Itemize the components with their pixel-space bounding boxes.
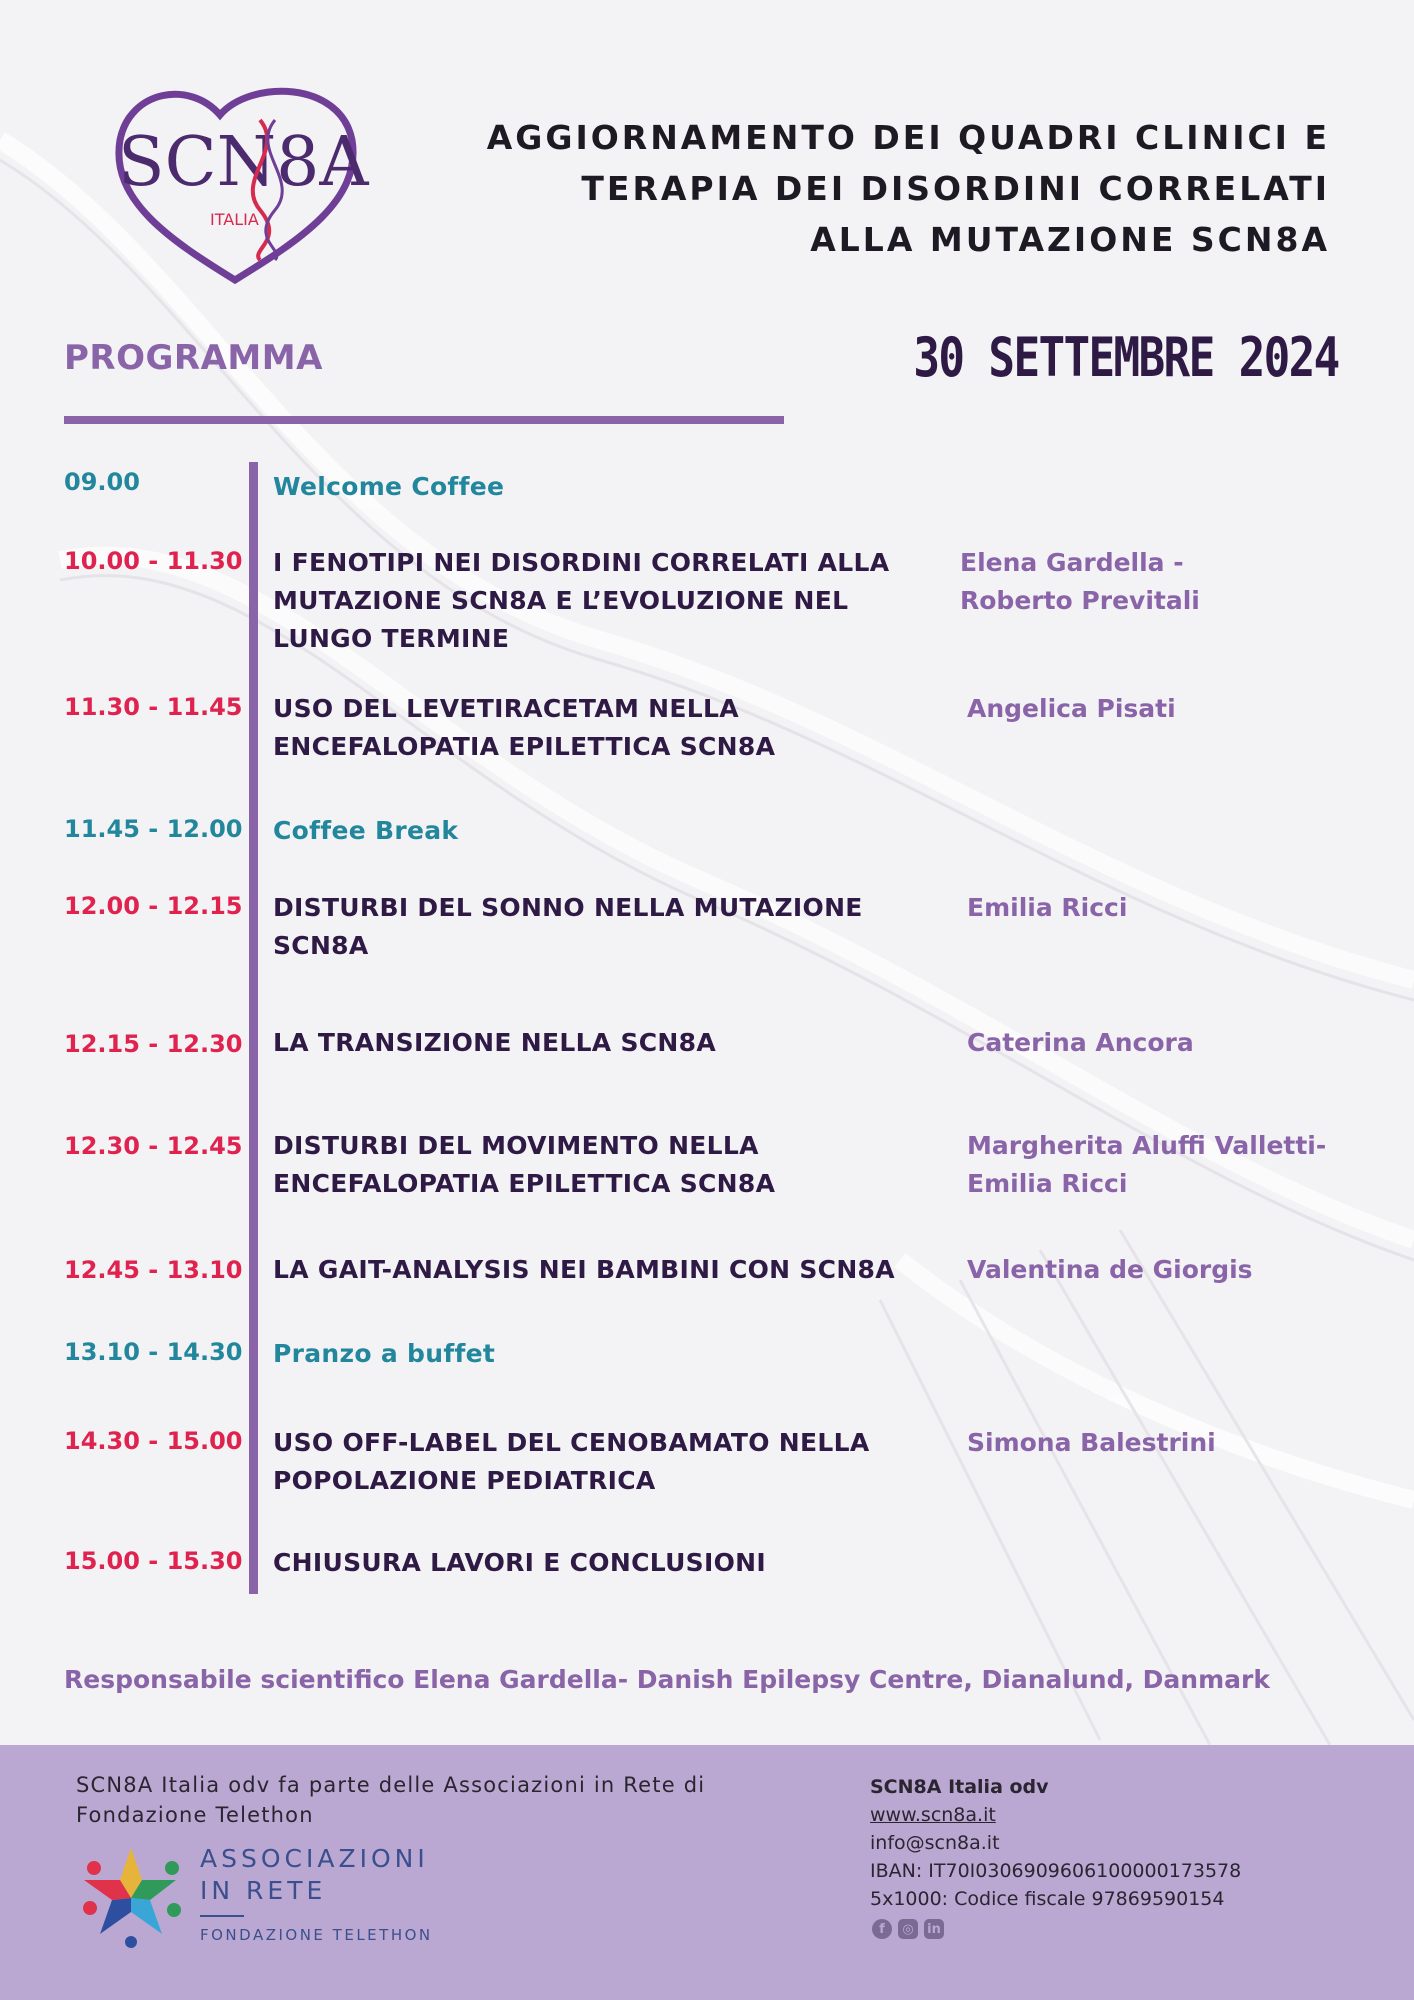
- schedule-speaker: Simona Balestrini: [967, 1428, 1216, 1457]
- facebook-icon[interactable]: f: [872, 1919, 892, 1939]
- schedule-speaker: Emilia Ricci: [967, 893, 1128, 922]
- schedule-time: 11.30 - 11.45: [64, 693, 243, 721]
- contact-block: [870, 1773, 1241, 1913]
- svg-text:SCN8A: SCN8A: [118, 123, 369, 202]
- schedule-time: 12.15 - 12.30: [64, 1030, 243, 1058]
- schedule-speaker: Valentina de Giorgis: [967, 1255, 1253, 1284]
- schedule-speaker: Angelica Pisati: [967, 694, 1176, 723]
- air-line-2: IN RETE: [200, 1876, 327, 1905]
- schedule-talk: DISTURBI DEL SONNO NELLA MUTAZIONE SCN8A: [273, 893, 863, 960]
- email-link[interactable]: info@scn8a.it: [870, 1832, 1000, 1854]
- event-date: 30 SETTEMBRE 2024: [913, 326, 1339, 389]
- website-link[interactable]: www.scn8a.it: [870, 1804, 996, 1826]
- schedule-speaker: Caterina Ancora: [967, 1028, 1194, 1057]
- air-line-1: ASSOCIAZIONI: [200, 1844, 429, 1873]
- schedule-time: 13.10 - 14.30: [64, 1338, 243, 1366]
- contact-org-name: SCN8A Italia odv: [870, 1776, 1049, 1798]
- event-title: [440, 112, 1330, 265]
- schedule-talk: USO DEL LEVETIRACETAM NELLA ENCEFALOPATIA EPILETTICA SCN8A: [273, 694, 776, 761]
- schedule-talk: CHIUSURA LAVORI E CONCLUSIONI: [273, 1548, 766, 1577]
- title-line-3: ALLA MUTAZIONE SCN8A: [810, 220, 1330, 259]
- instagram-icon[interactable]: ◎: [898, 1919, 918, 1939]
- schedule-talk: LA GAIT-ANALYSIS NEI BAMBINI CON SCN8A: [273, 1255, 895, 1284]
- scientific-lead: Responsabile scientifico Elena Gardella- Danish Epilepsy Centre, Dianalund, Danmark: [64, 1665, 1270, 1694]
- schedule-speaker: Margherita Aluffi Valletti- Emilia Ricci: [967, 1131, 1327, 1198]
- air-divider: [200, 1915, 244, 1917]
- schedule-time: 11.45 - 12.00: [64, 815, 243, 843]
- associazioni-in-rete-wordmark: [200, 1843, 429, 1907]
- schedule-time: 12.45 - 13.10: [64, 1256, 243, 1284]
- schedule-time: 09.00: [64, 468, 140, 496]
- schedule-talk: LA TRANSIZIONE NELLA SCN8A: [273, 1028, 716, 1057]
- air-subtitle: FONDAZIONE TELETHON: [200, 1926, 433, 1944]
- timeline-bar: [249, 462, 258, 1594]
- schedule-speaker: Elena Gardella - Roberto Previtali: [960, 548, 1200, 615]
- schedule-time: 10.00 - 11.30: [64, 547, 243, 575]
- social-icons: [872, 1919, 944, 1939]
- linkedin-icon[interactable]: in: [924, 1919, 944, 1939]
- schedule-talk: Welcome Coffee: [273, 472, 505, 501]
- schedule-talk: Pranzo a buffet: [273, 1339, 496, 1368]
- title-line-2: TERAPIA DEI DISORDINI CORRELATI: [581, 169, 1330, 208]
- svg-text:ITALIA: ITALIA: [210, 210, 259, 229]
- schedule-time: 14.30 - 15.00: [64, 1427, 243, 1455]
- schedule-talk: DISTURBI DEL MOVIMENTO NELLA ENCEFALOPATIA EPILETTICA SCN8A: [273, 1131, 776, 1198]
- associazioni-in-rete-logo: [76, 1838, 186, 1948]
- fiscal-code-text: 5x1000: Codice fiscale 97869590154: [870, 1888, 1225, 1910]
- iban-text: IBAN: IT70I0306909606100000173578: [870, 1860, 1242, 1882]
- schedule-time: 12.00 - 12.15: [64, 892, 243, 920]
- programma-heading: PROGRAMMA: [64, 338, 323, 378]
- schedule-talk: USO OFF-LABEL DEL CENOBAMATO NELLA POPOLAZIONE PEDIATRICA: [273, 1428, 870, 1495]
- schedule-talk: I FENOTIPI NEI DISORDINI CORRELATI ALLA MUTAZIONE SCN8A E L’EVOLUZIONE NEL LUNGO TERMINE: [273, 548, 890, 653]
- schedule-time: 15.00 - 15.30: [64, 1547, 243, 1575]
- schedule-time: 12.30 - 12.45: [64, 1132, 243, 1160]
- scn8a-italia-logo: [100, 70, 370, 300]
- footer-intro-text: SCN8A Italia odv fa parte delle Associazioni in Rete di Fondazione Telethon: [76, 1773, 706, 1827]
- heading-divider: [64, 416, 784, 424]
- schedule-talk: Coffee Break: [273, 816, 459, 845]
- title-line-1: AGGIORNAMENTO DEI QUADRI CLINICI E: [486, 118, 1330, 157]
